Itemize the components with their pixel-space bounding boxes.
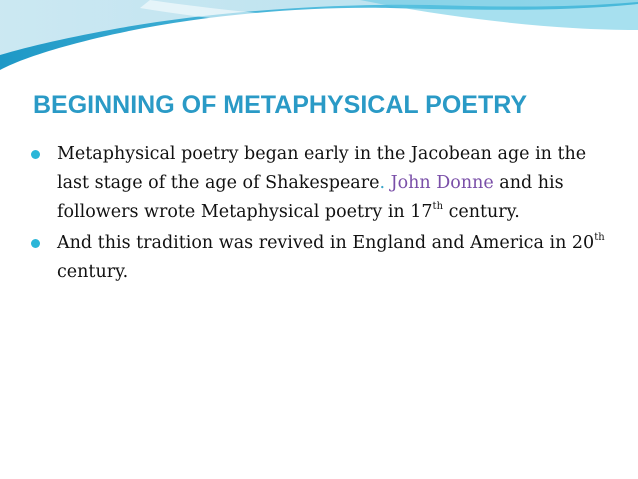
- bullet-dot-icon: [31, 239, 40, 248]
- bullet-item-1: [26, 140, 616, 227]
- slide-title: BEGINNING OF METAPHYSICAL POETRY: [33, 91, 528, 119]
- bullet-1-highlight-name: John Donne: [385, 173, 494, 193]
- bullet-1-text-part-2: and his followers wrote Metaphysical poetry in 17: [57, 173, 564, 222]
- bullet-1-period: .: [379, 173, 386, 193]
- wave-header-decoration: [0, 0, 638, 80]
- bullet-1-superscript: th: [432, 201, 444, 213]
- slide-content: [26, 140, 616, 289]
- bullet-2-text-part-1: And this tradition was revived in England and America in 20: [57, 233, 595, 253]
- bullet-item-2: [26, 229, 616, 287]
- bullet-1-text-part-3: century.: [443, 202, 520, 222]
- bullet-1-text-part-1: Metaphysical poetry began early in the Jacobean age in the last stage of the age of Shakespeare: [57, 144, 587, 193]
- bullet-dot-icon: [31, 150, 40, 159]
- bullet-2-text-part-2: century.: [57, 262, 129, 282]
- bullet-2-superscript: th: [594, 232, 605, 244]
